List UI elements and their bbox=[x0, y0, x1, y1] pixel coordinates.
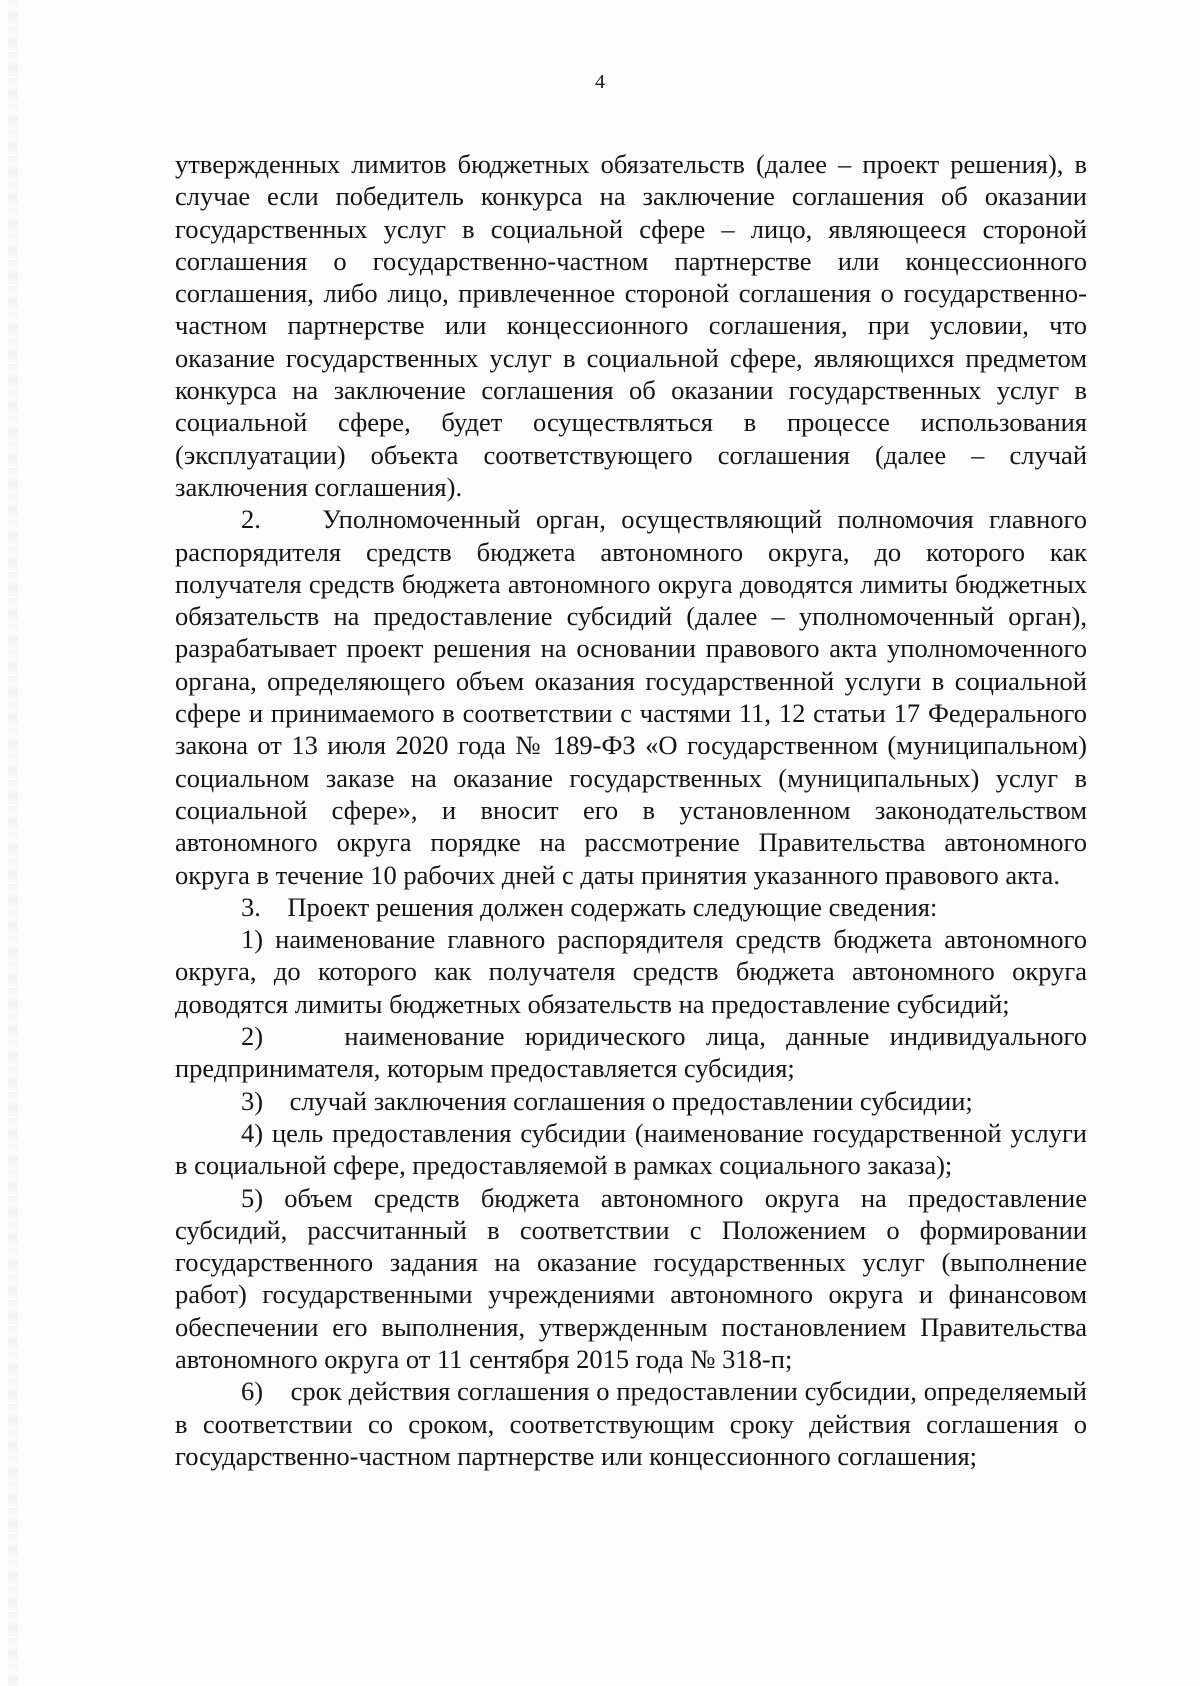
page-number: 4 bbox=[595, 71, 605, 93]
paragraph-continuation: утвержденных лимитов бюджетных обязательств (далее – проект решения), в случае если победитель конкурса на заключение соглашения об оказании государственных услуг в социальной сфере – лицо, являющееся стороной соглашения о государственно-частном партнерстве или концессионного соглашения, либо лицо, привлеченное стороной соглашения о государственно-частном партнерстве или концессионного соглашения, при условии, что оказание государственных услуг в социальной сфере, являющихся предметом конкурса на заключение соглашения об оказании государственных услуг в социальной сфере, будет осуществляться в процессе использования (эксплуатации) объекта соответствующего соглашения (далее – случай заключения соглашения). bbox=[175, 149, 1087, 502]
paragraph-item-3: 3. Проект решения должен содержать следующие сведения: bbox=[241, 891, 938, 922]
scan-edge-shadow bbox=[8, 0, 18, 1686]
list-item-5: 5) объем средств бюджета автономного округа на предоставление субсидий, рассчитанный в соответствии с Положением о формировании государственного задания на оказание государственных услуг (выполнение работ) государственными учреждениями автономного округа и финансовом обеспечении его выполнения, утвержденным постановлением Правительства автономного округа от 11 сентября 2015 года № 318-п; bbox=[175, 1182, 1087, 1374]
list-item-1: 1) наименование главного распорядителя средств бюджета автономного округа, до которого как получателя средств бюджета автономного округа доводятся лимиты бюджетных обязательств на предоставление субсидий; bbox=[175, 924, 1087, 1019]
paragraph-item-2: 2. Уполномоченный орган, осуществляющий полномочия главного распорядителя средств бюджета автономного округа, до которого как получателя средств бюджета автономного округа доводятся лимиты бюджетных обязательств на предоставление субсидий (далее – уполномоченный орган), разрабатывает проект решения на основании правового акта уполномоченного органа, определяющего объем оказания государственной услуги в социальной сфере и принимаемого в соответствии с частями 11, 12 статьи 17 Федерального закона от 13 июля 2020 года № 189-ФЗ «О государственном (муниципальном) социальном заказе на оказание государственных (муниципальных) услуг в социальной сфере», и вносит его в установленном законодательством автономного округа порядке на рассмотрение Правительства автономного округа в течение 10 рабочих дней с даты принятия указанного правового акта. bbox=[175, 504, 1087, 890]
list-item-6: 6) срок действия соглашения о предоставлении субсидии, определяемый в соответствии со сроком, соответствующим сроку действия соглашения о государственно-частном партнерстве или концессионного соглашения; bbox=[175, 1376, 1087, 1471]
list-item-4: 4) цель предоставления субсидии (наименование государственной услуги в социальной сфере, предоставляемой в рамках социального заказа); bbox=[175, 1117, 1087, 1181]
list-item-2: 2) наименование юридического лица, данные индивидуального предпринимателя, которым предоставляется субсидия; bbox=[175, 1021, 1087, 1084]
list-item-3: 3) случай заключения соглашения о предоставлении субсидии; bbox=[241, 1085, 973, 1116]
document-body bbox=[175, 148, 1087, 1472]
